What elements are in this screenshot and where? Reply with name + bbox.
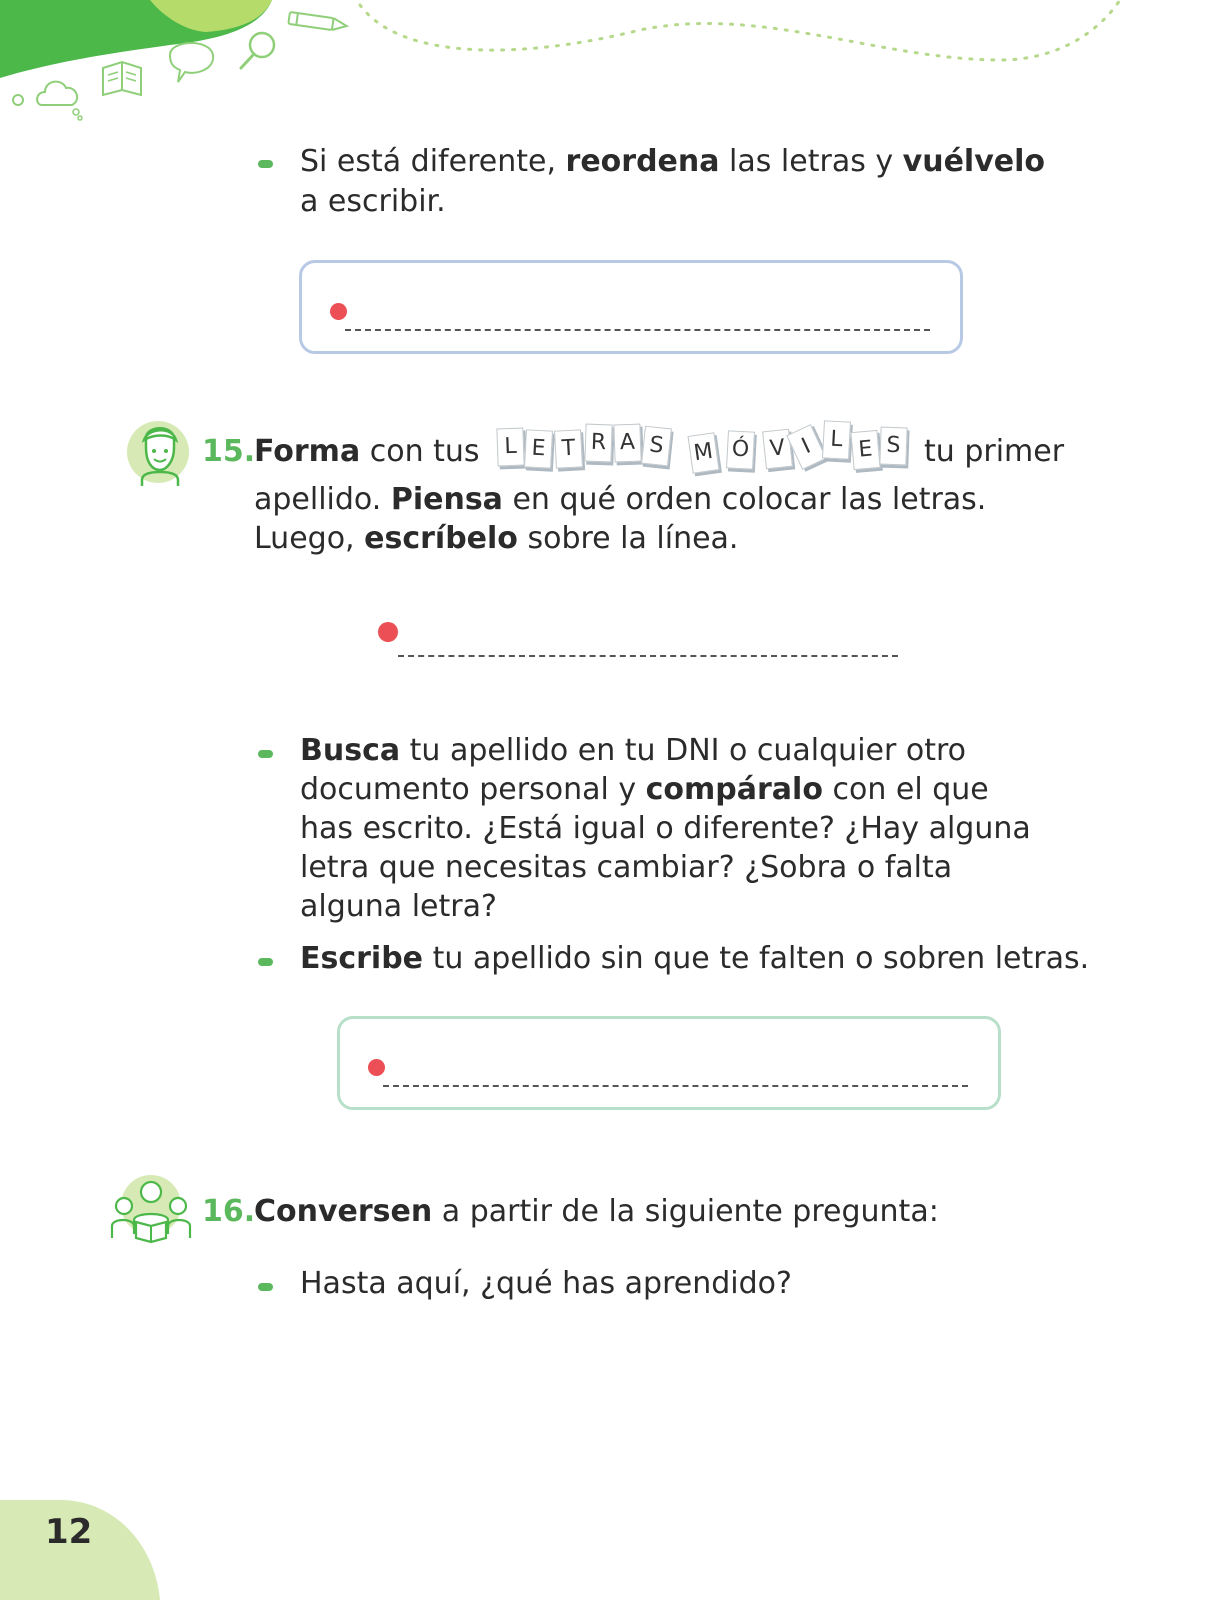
- answer-line-3[interactable]: [383, 1085, 968, 1087]
- pencil-icon: [288, 12, 347, 32]
- letter-tile: L: [822, 420, 851, 459]
- letter-tile: R: [584, 424, 612, 463]
- letter-tile: Ó: [726, 430, 755, 469]
- bullet-marker: [258, 160, 273, 168]
- letter-tile: V: [762, 429, 793, 470]
- answer-line-2[interactable]: [398, 655, 898, 657]
- activity-16-number: 16.: [202, 1194, 256, 1229]
- cloud-icon: [37, 82, 82, 120]
- bullet-marker: [258, 1283, 273, 1291]
- letter-tile: I: [786, 424, 827, 470]
- activity-15-number: 15.: [202, 434, 256, 469]
- letter-tile: S: [879, 427, 907, 466]
- activity-15-line1-end: tu primer: [924, 434, 1065, 469]
- book-icon: [103, 62, 141, 95]
- page-number: 12: [45, 1512, 93, 1552]
- intro-bullet-text: Si está diferente, reordena las letras y vuélvelo a escribir.: [300, 144, 1046, 219]
- answer-box-1[interactable]: [299, 260, 963, 354]
- student-face-icon: [126, 418, 196, 488]
- letter-tile: S: [641, 426, 672, 467]
- letter-tile: E: [524, 429, 553, 468]
- bullet-marker: [258, 958, 273, 966]
- escribe-bullet-text: Escribe tu apellido sin que te falten o sobren letras.: [300, 941, 1090, 976]
- answer-line-1[interactable]: [345, 329, 930, 331]
- answer-box-2[interactable]: [337, 1016, 1001, 1110]
- activity-16-text: Conversen a partir de la siguiente pregunta:: [254, 1194, 939, 1229]
- red-dot-marker: [368, 1059, 385, 1076]
- bullet-marker: [258, 750, 273, 758]
- letter-tile: L: [496, 428, 524, 467]
- dotted-path: [360, 0, 1120, 60]
- small-circle-icon: [13, 95, 23, 105]
- red-dot-marker: [378, 622, 398, 642]
- red-dot-marker: [330, 303, 347, 320]
- header-decoration: [0, 0, 1215, 130]
- group-reading-icon: [106, 1172, 196, 1244]
- activity-16-bullet: Hasta aquí, ¿qué has aprendido?: [300, 1266, 792, 1301]
- activity-15-line3: Luego, escríbelo sobre la línea.: [254, 521, 739, 556]
- speech-bubble-icon: [170, 43, 213, 82]
- activity-15-line2: apellido. Piensa en qué orden colocar las letras.: [254, 482, 987, 517]
- letter-tile: M: [687, 432, 719, 473]
- busca-bullet-text: Busca tu apellido en tu DNI o cualquier otro documento personal y compáralo con el que has escrito. ¿Está igual o diferente? ¿Hay alguna letra que necesitas cambiar? ¿Sobra o falta alguna letra?: [300, 733, 1031, 924]
- magnifier-icon: [241, 33, 274, 68]
- letter-tile: T: [554, 429, 583, 468]
- letter-tile: E: [850, 430, 880, 470]
- letter-tile: A: [613, 424, 641, 463]
- activity-15-line1-start: Forma con tus: [254, 434, 480, 469]
